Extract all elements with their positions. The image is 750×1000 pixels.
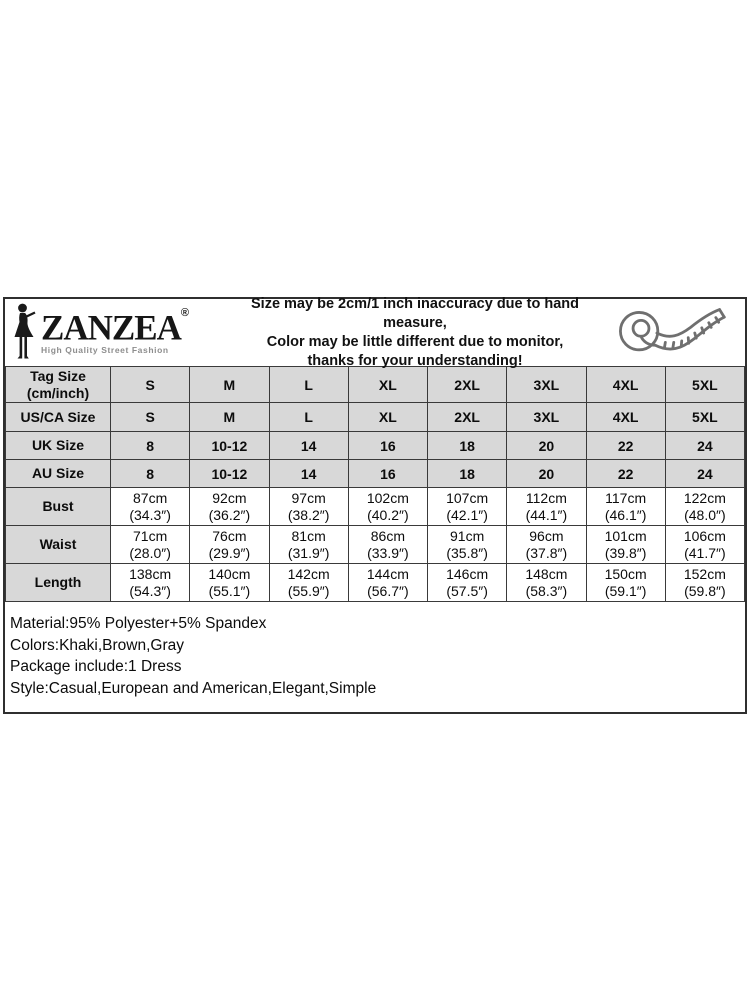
- value-inch: (46.1″): [604, 506, 647, 523]
- value-inch: (56.7″): [367, 582, 409, 599]
- table-row: [6, 526, 745, 564]
- size-cell: L: [269, 367, 348, 403]
- size-cell: M: [190, 403, 269, 432]
- row-label: [6, 460, 111, 488]
- row-label-line: UK Size: [31, 437, 85, 453]
- value-cm: 140cm: [208, 565, 251, 582]
- size-cell: 14: [269, 432, 348, 460]
- value-cm: 152cm: [683, 565, 726, 582]
- value-inch: (33.9″): [367, 544, 409, 561]
- value-inch: (59.8″): [684, 582, 726, 599]
- size-cell: 3XL: [507, 367, 586, 403]
- size-cell: 20: [507, 460, 586, 488]
- measure-disclaimer: [229, 295, 601, 371]
- size-cell: [586, 526, 665, 564]
- size-cell: [348, 488, 427, 526]
- size-chart-sheet: [3, 297, 747, 714]
- size-cell: XL: [348, 367, 427, 403]
- value-cm: 148cm: [525, 565, 568, 582]
- size-cell: 4XL: [586, 403, 665, 432]
- value-cm: 122cm: [683, 489, 726, 506]
- value-cm: 102cm: [366, 489, 409, 506]
- value-inch: (40.2″): [367, 506, 409, 523]
- size-cell: [269, 564, 348, 602]
- value-inch: (55.9″): [287, 582, 330, 599]
- woman-silhouette-icon: [11, 303, 39, 361]
- size-cell: 5XL: [665, 403, 744, 432]
- size-cell: [665, 526, 744, 564]
- size-cell: [507, 564, 586, 602]
- size-cell: 20: [507, 432, 586, 460]
- row-label-line: Tag Size: [30, 367, 86, 384]
- value-inch: (37.8″): [525, 544, 568, 561]
- size-cell: 22: [586, 432, 665, 460]
- size-cell: 22: [586, 460, 665, 488]
- value-cm: 138cm: [129, 565, 172, 582]
- product-info-line: Style:Casual,European and American,Elegant,Simple: [10, 679, 377, 697]
- value-cm: 117cm: [605, 489, 647, 506]
- value-inch: (44.1″): [525, 506, 568, 523]
- size-cell: 14: [269, 460, 348, 488]
- value-cm: 144cm: [366, 565, 409, 582]
- product-info-line: Material:95% Polyester+5% Spandex: [10, 615, 267, 632]
- value-inch: (38.2″): [287, 506, 330, 523]
- size-cell: [665, 488, 744, 526]
- value-inch: (59.1″): [604, 582, 647, 599]
- value-inch: (57.5″): [446, 582, 488, 599]
- size-cell: 24: [665, 432, 744, 460]
- size-cell: 3XL: [507, 403, 586, 432]
- row-label: [6, 432, 111, 460]
- value-cm: 112cm: [525, 489, 567, 506]
- value-inch: (34.3″): [129, 506, 171, 523]
- size-cell: 8: [111, 460, 190, 488]
- row-label-line: AU Size: [31, 465, 85, 481]
- header-band: [5, 295, 745, 369]
- value-inch: (55.1″): [208, 582, 251, 599]
- product-info-line: Colors:Khaki,Brown,Gray: [10, 636, 185, 654]
- size-cell: [586, 564, 665, 602]
- size-cell: [111, 488, 190, 526]
- size-cell: [428, 564, 507, 602]
- value-cm: 81cm: [291, 527, 326, 544]
- product-info-line: Package include:1 Dress: [10, 658, 182, 675]
- size-cell: 8: [111, 432, 190, 460]
- row-label-line: (cm/inch): [26, 384, 90, 401]
- size-cell: [190, 526, 269, 564]
- size-cell: [111, 526, 190, 564]
- brand-name: ZANZEA: [41, 307, 181, 349]
- product-info: [5, 602, 745, 712]
- size-cell: [586, 488, 665, 526]
- value-cm: 92cm: [212, 489, 247, 506]
- value-inch: (42.1″): [446, 506, 488, 523]
- row-label-line: Length: [34, 574, 82, 590]
- row-label: [6, 526, 111, 564]
- size-cell: S: [111, 403, 190, 432]
- value-cm: 150cm: [604, 565, 647, 582]
- size-cell: [348, 526, 427, 564]
- disclaimer-line-2: Color may be little different due to monitor,: [266, 333, 564, 350]
- value-cm: 71cm: [133, 527, 168, 544]
- value-cm: 146cm: [446, 565, 489, 582]
- size-cell: 18: [428, 432, 507, 460]
- value-inch: (35.8″): [446, 544, 488, 561]
- size-cell: L: [269, 403, 348, 432]
- value-inch: (58.3″): [525, 582, 568, 599]
- size-cell: [507, 488, 586, 526]
- disclaimer-line-3: thanks for your understanding!: [307, 352, 523, 369]
- value-cm: 97cm: [291, 489, 326, 506]
- value-cm: 101cm: [604, 527, 647, 544]
- size-cell: 10-12: [190, 460, 269, 488]
- size-cell: 2XL: [428, 367, 507, 403]
- row-label: [6, 488, 111, 526]
- size-cell: [111, 564, 190, 602]
- table-row: [6, 488, 745, 526]
- value-cm: 107cm: [446, 489, 489, 506]
- table-row: [6, 403, 745, 432]
- size-cell: XL: [348, 403, 427, 432]
- size-cell: [269, 526, 348, 564]
- value-inch: (29.9″): [208, 544, 251, 561]
- brand-tagline: High Quality Street Fashion: [41, 345, 169, 356]
- row-label: [6, 367, 111, 403]
- size-cell: M: [190, 367, 269, 403]
- size-cell: [665, 564, 744, 602]
- value-cm: 142cm: [287, 565, 330, 582]
- value-inch: (36.2″): [208, 506, 251, 523]
- value-inch: (31.9″): [287, 544, 330, 561]
- value-cm: 86cm: [370, 527, 405, 544]
- value-inch: (54.3″): [129, 582, 171, 599]
- row-label-line: Bust: [42, 498, 74, 514]
- size-cell: 16: [348, 432, 427, 460]
- value-cm: 96cm: [529, 527, 564, 544]
- value-cm: 76cm: [212, 527, 247, 544]
- size-cell: 18: [428, 460, 507, 488]
- value-cm: 91cm: [450, 527, 485, 544]
- size-cell: 5XL: [665, 367, 744, 403]
- size-cell: [269, 488, 348, 526]
- value-inch: (41.7″): [684, 544, 726, 561]
- size-cell: S: [111, 367, 190, 403]
- size-cell: 16: [348, 460, 427, 488]
- value-inch: (28.0″): [129, 544, 171, 561]
- size-cell: [190, 488, 269, 526]
- table-row: [6, 432, 745, 460]
- table-row: [6, 460, 745, 488]
- row-label-line: Waist: [39, 536, 77, 552]
- size-cell: 10-12: [190, 432, 269, 460]
- size-cell: 24: [665, 460, 744, 488]
- size-table: [5, 366, 745, 602]
- measuring-tape-icon: [601, 304, 739, 362]
- size-cell: [428, 488, 507, 526]
- row-label: [6, 403, 111, 432]
- disclaimer-line-1: Size may be 2cm/1 inch inaccuracy due to hand measure,: [251, 295, 579, 331]
- value-inch: (48.0″): [684, 506, 726, 523]
- value-cm: 106cm: [683, 527, 726, 544]
- table-row: [6, 367, 745, 403]
- size-cell: 2XL: [428, 403, 507, 432]
- table-row: [6, 564, 745, 602]
- registered-mark: ®: [180, 307, 189, 320]
- size-cell: [348, 564, 427, 602]
- size-cell: [428, 526, 507, 564]
- size-cell: [190, 564, 269, 602]
- row-label-line: US/CA Size: [20, 408, 96, 425]
- brand-logo: [11, 305, 229, 361]
- size-cell: 4XL: [586, 367, 665, 403]
- value-inch: (39.8″): [604, 544, 647, 561]
- row-label: [6, 564, 111, 602]
- size-cell: [507, 526, 586, 564]
- value-cm: 87cm: [133, 489, 168, 506]
